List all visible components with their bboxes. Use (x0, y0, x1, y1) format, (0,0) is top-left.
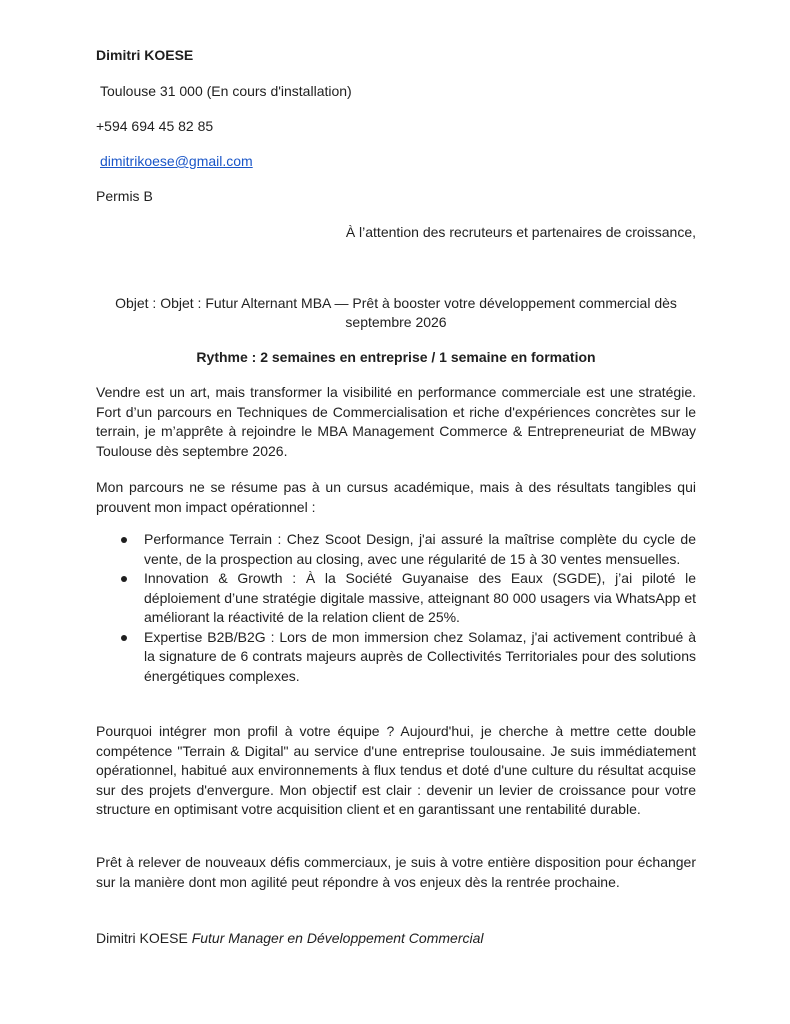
achievement-text: Innovation & Growth : À la Société Guyanaise des Eaux (SGDE), j’ai piloté le déploiement d’une stratégie digitale massive, atteignant 80 000 usagers via WhatsApp et améliorant la réactivité de la relation client de 25%. (144, 570, 696, 625)
list-item (96, 530, 696, 569)
sender-phone: +594 694 45 82 85 (96, 118, 214, 134)
sender-address: Toulouse 31 000 (En cours d'installation) (100, 83, 352, 99)
subject-line: Objet : Objet : Futur Alternant MBA — Prêt à booster votre développement commercial dès septembre 2026 (115, 295, 677, 330)
list-item (96, 569, 696, 628)
achievement-text: Expertise B2B/B2G : Lors de mon immersion chez Solamaz, j'ai activement contribué à la signature de 6 contrats majeurs auprès de Collectivités Territoriales pour des solutions énergétiques complexes. (144, 628, 696, 684)
sender-name: Dimitri KOESE (96, 47, 194, 63)
intro-paragraph: Vendre est un art, mais transformer la visibilité en performance commerciale est une stratégie. Fort d’un parcours en Techniques de Commercialisation et riche d'expériences concrètes sur le terrain, je m’apprête à rejoindre le MBA Management Commerce & Entrepreneuriat de MBway Toulouse dès septembre 2026. (96, 384, 696, 459)
bullet-icon (121, 576, 127, 582)
driving-license: Permis B (96, 188, 153, 204)
signature (96, 929, 484, 947)
results-intro-paragraph: Mon parcours ne se résume pas à un cursus académique, mais à des résultats tangibles qui prouvent mon impact opérationnel : (96, 479, 696, 515)
signature-title: Futur Manager en Développement Commercial (191, 930, 484, 946)
bullet-icon (121, 635, 127, 641)
sender-email-link[interactable]: dimitrikoese@gmail.com (100, 153, 253, 169)
bullet-icon (121, 537, 127, 543)
motivation-paragraph: Pourquoi intégrer mon profil à votre équipe ? Aujourd'hui, je cherche à mettre cette double compétence "Terrain & Digital" au service d'une entreprise toulousaine. Je suis immédiatement opérationnel, habitué aux environnements à flux tendus et doté d'une culture du résultat acquise sur des projets d'envergure. Mon objectif est clair : devenir un levier de croissance pour votre structure en optimisant votre acquisition client et en garantissant une rentabilité durable. (96, 723, 696, 817)
rhythm-line: Rythme : 2 semaines en entreprise / 1 semaine en formation (196, 349, 596, 365)
achievements-list (96, 530, 696, 686)
signature-name: Dimitri KOESE (96, 930, 188, 946)
recipient-line: À l’attention des recruteurs et partenaires de croissance, (345, 224, 696, 240)
achievement-text: Performance Terrain : Chez Scoot Design, j'ai assuré la maîtrise complète du cycle de vente, de la prospection au closing, avec une régularité de 15 à 30 ventes mensuelles. (144, 531, 696, 567)
list-item (96, 628, 696, 687)
closing-paragraph: Prêt à relever de nouveaux défis commerciaux, je suis à votre entière disposition pour échanger sur la manière dont mon agilité peut répondre à vos enjeux dès la rentrée prochaine. (96, 854, 696, 890)
